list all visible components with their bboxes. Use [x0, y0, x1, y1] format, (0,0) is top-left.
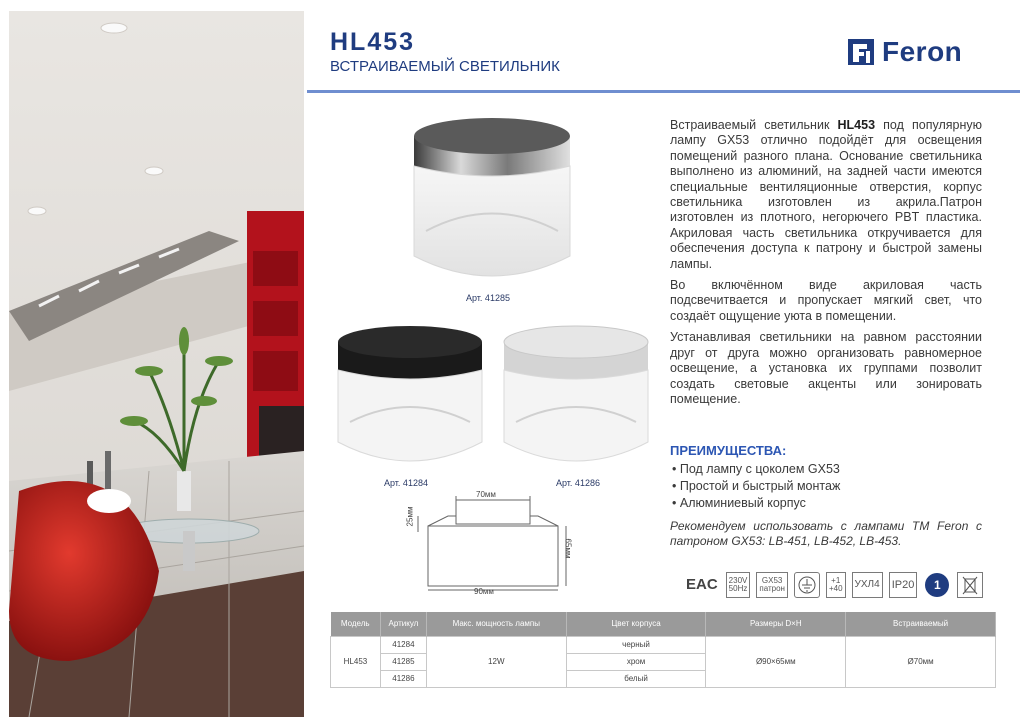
cell-article: 41285 — [380, 653, 426, 670]
cell-article: 41284 — [380, 636, 426, 653]
eac-icon: EAC — [686, 576, 718, 593]
advantages-title: ПРЕИМУЩЕСТВА: — [670, 443, 787, 458]
art-label-41284: Арт. 41284 — [384, 478, 428, 488]
cell-cutout: Ø70мм — [846, 636, 996, 687]
col-article: Артикул — [380, 612, 426, 636]
warranty-badge: 1 — [925, 573, 949, 597]
col-cutout: Встраиваемый — [846, 612, 996, 636]
product-description — [670, 118, 982, 413]
warranty-icon — [923, 572, 951, 598]
advantage-item: • Алюминиевый корпус — [672, 495, 840, 512]
description-model-bold: HL453 — [837, 118, 876, 132]
brand-name: Feron — [882, 36, 963, 67]
product-image-chrome — [404, 106, 580, 297]
cell-color: хром — [566, 653, 706, 670]
interior-photo — [9, 11, 304, 717]
feron-logo-icon — [846, 37, 876, 67]
table-row — [331, 636, 996, 653]
table-header-row — [331, 612, 996, 636]
ground-icon — [794, 572, 820, 598]
dimension-drawing — [405, 490, 578, 605]
col-model: Модель — [331, 612, 381, 636]
header-divider — [307, 90, 1020, 93]
lamp-recommendation: Рекомендуем использовать с лампами ТМ Feron с патроном GX53: LB-451, LB-452, LB-453. — [670, 519, 982, 548]
product-subtitle: ВСТРАИВАЕМЫЙ СВЕТИЛЬНИК — [330, 58, 560, 75]
art-label-41286: Арт. 41286 — [556, 478, 600, 488]
advantage-item: • Под лампу с цоколем GX53 — [672, 461, 840, 478]
dim-diameter-label: 90мм — [474, 587, 494, 596]
specification-table — [330, 612, 996, 688]
model-code: HL453 — [330, 28, 416, 56]
brand-logo — [846, 36, 962, 68]
ip-rating-icon: IP20 — [889, 572, 918, 598]
cell-color: черный — [566, 636, 706, 653]
socket-icon: GX53 патрон — [756, 572, 788, 598]
product-image-white — [498, 322, 654, 477]
dim-height-label: 65мм — [563, 538, 573, 559]
col-size: Размеры D×H — [706, 612, 846, 636]
voltage-icon: 230V 50Hz — [726, 572, 751, 598]
cell-color: белый — [566, 670, 706, 687]
temperature-range-icon: +1 +40 — [826, 572, 846, 598]
cell-article: 41286 — [380, 670, 426, 687]
description-paragraph-2: Во включённом виде акриловая часть подсвечитвается и пропускает мягкий свет, что создаёт ощущение уюта в помещении. — [670, 278, 982, 323]
col-power: Макс. мощность лампы — [426, 612, 566, 636]
cell-model: HL453 — [331, 636, 381, 687]
weee-bin-icon — [957, 572, 983, 598]
description-paragraph-1: Встраиваемый светильник HL453 под популярную лампу GX53 отлично подойдёт для освещения помещений разного плана. Основание светильника выполнено из алюминий, на задней части имеются специальные вентиляционные отверстия, корпус светильника изготовлен из акрила.Патрон изготовлен из плотного, негорючего PBT пластика. Акриловая часть светильника откручивается для обеспечения доступа к патрону и быстрой замены лампы. — [670, 118, 982, 271]
climate-class-icon: УХЛ4 — [852, 572, 883, 598]
cell-power: 12W — [426, 636, 566, 687]
art-label-41285: Арт. 41285 — [466, 293, 510, 303]
dim-flange-label: 25мм — [405, 506, 415, 527]
cell-size: Ø90×65мм — [706, 636, 846, 687]
advantage-item: • Простой и быстрый монтаж — [672, 478, 840, 495]
description-paragraph-3: Устанавливая светильники на равном расстоянии друг от друга можно организовать равномерное освещение, а установка их группами позволит создать световые акценты или зонировать помещение. — [670, 330, 982, 406]
dim-cutout-label: 70мм — [476, 490, 496, 499]
advantages-list — [672, 461, 840, 512]
certification-icons — [684, 572, 983, 598]
col-color: Цвет корпуса — [566, 612, 706, 636]
product-image-black — [332, 322, 488, 477]
